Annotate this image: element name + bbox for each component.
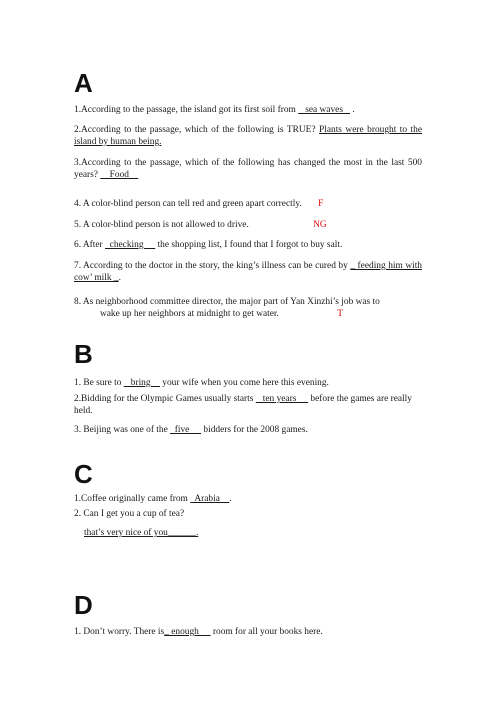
section-heading-b: B <box>74 339 93 369</box>
answer-blank: _ enough <box>164 627 211 637</box>
question-text: . <box>118 273 121 283</box>
question-text: the shopping list, I found that I forgot to buy salt. <box>155 240 343 250</box>
question-text: . <box>350 105 355 115</box>
question-b3 <box>74 424 422 436</box>
question-a8 <box>74 296 422 320</box>
question-text: 2.Bidding for the Olympic Games usually starts <box>74 394 256 404</box>
question-text: before the games are really held. <box>74 394 412 416</box>
question-text: 2. Can I get you a cup of tea? <box>74 509 185 519</box>
answer-blank: Plants were brought to the island by human being. <box>74 125 423 147</box>
question-a5 <box>74 219 422 231</box>
question-text-continued: wake up her neighbors at midnight to get water. <box>100 309 279 319</box>
answer-blank: checking <box>104 240 156 250</box>
question-text: . <box>229 494 232 504</box>
section-heading-d: D <box>74 590 93 620</box>
answer-blank: five <box>170 425 202 435</box>
question-text: your wife when you come here this evening. <box>159 378 329 388</box>
question-text: 5. A color-blind person is not allowed to drive. <box>74 220 249 230</box>
question-c2 <box>74 508 422 539</box>
question-text: 1.According to the passage, the island got its first soil from <box>74 105 299 115</box>
question-text: 1. Be sure to <box>74 378 124 388</box>
answer-blank: Arabia <box>190 494 230 504</box>
question-text: room for all your books here. <box>210 627 323 637</box>
question-text: 4. A color-blind person can tell red and green apart correctly. <box>74 199 302 209</box>
question-a7 <box>74 260 422 284</box>
answer-blank: _ feeding him with cow’ milk _ <box>74 261 422 283</box>
answer-blank: Food <box>100 170 139 180</box>
section-heading-a: A <box>74 68 93 98</box>
answer-mark-not-given: NG <box>313 220 327 230</box>
question-a3 <box>74 157 422 181</box>
question-text: 6. After <box>74 240 105 250</box>
question-a1 <box>74 104 422 116</box>
question-text: 3. Beijing was one of the <box>74 425 171 435</box>
question-b2 <box>74 393 422 417</box>
answer-mark-true: T <box>337 309 343 319</box>
question-text: 7. According to the doctor in the story, the king’s illness can be cured by <box>74 261 351 271</box>
answer-blank: sea waves <box>298 105 350 115</box>
question-a4 <box>74 198 422 210</box>
answer-blank: that’s very nice of you______. <box>84 528 199 538</box>
question-c1 <box>74 493 422 505</box>
question-text: 8. As neighborhood committee director, the major part of Yan Xinzhi’s job was to <box>74 297 380 307</box>
question-b1 <box>74 377 422 389</box>
answer-blank: ten years <box>255 394 309 404</box>
question-a2 <box>74 124 422 148</box>
question-a6 <box>74 239 422 251</box>
answer-mark-false: F <box>318 199 324 209</box>
answer-blank: bring <box>123 378 160 388</box>
question-text: 1. Don’t worry. There is <box>74 627 165 637</box>
question-text: 1.Coffee originally came from <box>74 494 191 504</box>
question-d1 <box>74 626 422 638</box>
question-text: 3.According to the passage, which of the following has changed the most in the last 500 years? <box>74 158 422 180</box>
question-text: 2.According to the passage, which of the following is TRUE? <box>74 125 320 135</box>
section-heading-c: C <box>74 459 93 489</box>
question-text: bidders for the 2008 games. <box>201 425 308 435</box>
